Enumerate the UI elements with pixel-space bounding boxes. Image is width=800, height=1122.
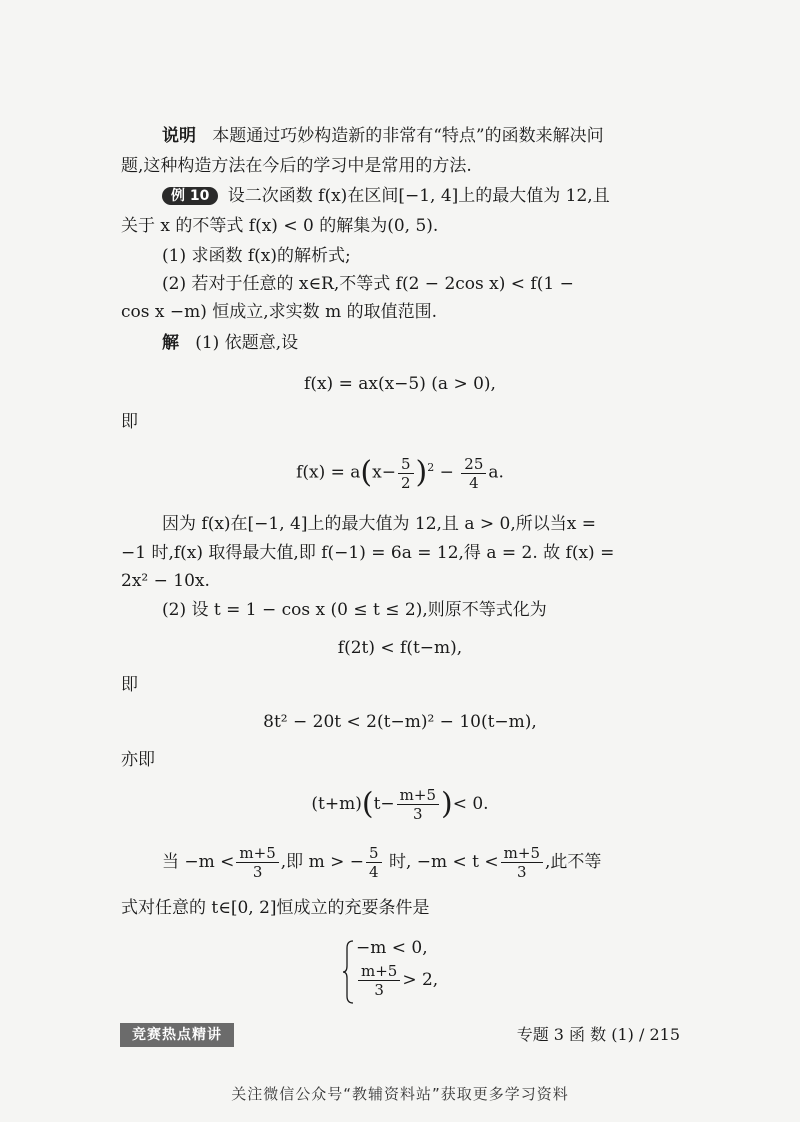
- system-brace: [342, 940, 354, 1004]
- equation-5: [0, 784, 800, 825]
- equation-4: 8t² − 20t < 2(t−m)² − 10(t−m),: [263, 712, 537, 732]
- eq5-tail: < 0.: [452, 794, 489, 814]
- paragraph-1b: −1 时,f(x) 取得最大值,即 f(−1) = 6a = 12,得 a = 2. 故 f(x) =: [121, 543, 615, 563]
- eq2-minus: −: [434, 462, 460, 483]
- equation-2: [0, 448, 800, 493]
- solution-label: 解: [162, 333, 179, 353]
- p3-pre: 当 −m <: [162, 852, 235, 872]
- example-line-2: 关于 x 的不等式 f(x) < 0 的解集为(0, 5).: [121, 216, 439, 236]
- eq2-frac2-num: 25: [461, 455, 486, 474]
- eq2-frac-num: 5: [398, 455, 414, 474]
- question-2a: (2) 若对于任意的 x∈R,不等式 f(2 − 2cos x) < f(1 −: [162, 274, 574, 294]
- eq2-frac-2: [461, 455, 486, 492]
- eq2-frac-den: 2: [400, 473, 411, 492]
- paragraph-1c: 2x² − 10x.: [121, 571, 210, 591]
- ji-2: 即: [121, 675, 138, 695]
- yiji: 亦即: [121, 750, 155, 770]
- eq2-tail: a.: [488, 462, 504, 483]
- note-text-1: 本题通过巧妙构造新的非常有“特点”的函数来解决问: [212, 126, 604, 146]
- eq2-mid: x−: [372, 462, 396, 483]
- system-line-1: −m < 0,: [356, 938, 428, 958]
- p3-mid: ,即 m > −: [280, 852, 364, 872]
- equation-3: f(2t) < f(t−m),: [337, 638, 463, 658]
- eq2-frac2-den: 4: [469, 473, 479, 492]
- sys2-frac-num: m+5: [358, 962, 400, 981]
- p3-frac1-den: 3: [252, 863, 263, 881]
- eq5-frac-den: 3: [413, 805, 423, 823]
- paragraph-2: (2) 设 t = 1 − cos x (0 ≤ t ≤ 2),则原不等式化为: [162, 600, 547, 620]
- paragraph-3: [162, 842, 601, 882]
- example-line-1: [162, 184, 610, 208]
- eq2-left: f(x) = a: [296, 462, 361, 483]
- p3-frac2-den: 4: [369, 863, 379, 881]
- sys2-frac: [358, 962, 400, 999]
- solution-text-1: (1) 依题意,设: [195, 333, 299, 353]
- p3-frac-3: [501, 844, 543, 881]
- example-badge: 例 10: [162, 187, 218, 205]
- example-text-1: 设二次函数 f(x)在区间[−1, 4]上的最大值为 12,且: [227, 186, 610, 206]
- p3-frac1-num: m+5: [236, 844, 278, 863]
- sys2-tail: > 2,: [402, 970, 439, 990]
- eq5-frac: [397, 786, 439, 823]
- eq5-mid: t−: [373, 794, 395, 814]
- question-2b: cos x −m) 恒成立,求实数 m 的取值范围.: [121, 302, 438, 322]
- eq5-frac-num: m+5: [397, 786, 439, 805]
- system-line-2: [356, 960, 438, 1000]
- eq5-lparen: (: [361, 786, 374, 822]
- paragraph-4: 式对任意的 t∈[0, 2]恒成立的充要条件是: [121, 898, 430, 918]
- eq5-left: (t+m): [311, 794, 362, 814]
- solution-line-1: [162, 331, 298, 355]
- note-line-1: [162, 124, 604, 148]
- watermark-text: 关注微信公众号“教辅资料站”获取更多学习资料: [231, 1085, 569, 1103]
- sys2-frac-den: 3: [374, 981, 384, 999]
- p3-frac2-num: 5: [366, 844, 382, 863]
- eq2-square: 2: [427, 461, 435, 474]
- p3-tail: ,此不等: [545, 852, 602, 872]
- eq2-frac: [398, 455, 414, 492]
- p3-mid2: 时, −m < t <: [383, 852, 499, 872]
- ji-1: 即: [121, 412, 138, 432]
- paragraph-1a: 因为 f(x)在[−1, 4]上的最大值为 12,且 a > 0,所以当x =: [162, 514, 596, 534]
- note-line-2: 题,这种构造方法在今后的学习中是常用的方法.: [121, 156, 472, 176]
- equation-1: f(x) = ax(x−5) (a > 0),: [304, 374, 496, 394]
- footer-section-tag: 竞赛热点精讲: [120, 1023, 234, 1047]
- note-label: 说明: [162, 126, 196, 146]
- p3-frac3-num: m+5: [501, 844, 543, 863]
- eq2-lparen: (: [360, 455, 373, 491]
- p3-frac-2: [366, 844, 382, 881]
- footer-page-info: 专题 3 函 数 (1) / 215: [516, 1025, 680, 1044]
- eq5-rparen: ): [441, 786, 453, 822]
- question-1: (1) 求函数 f(x)的解析式;: [162, 246, 351, 266]
- p3-frac-1: [236, 844, 278, 881]
- p3-frac3-den: 3: [517, 863, 527, 881]
- eq2-rparen: ): [415, 455, 428, 491]
